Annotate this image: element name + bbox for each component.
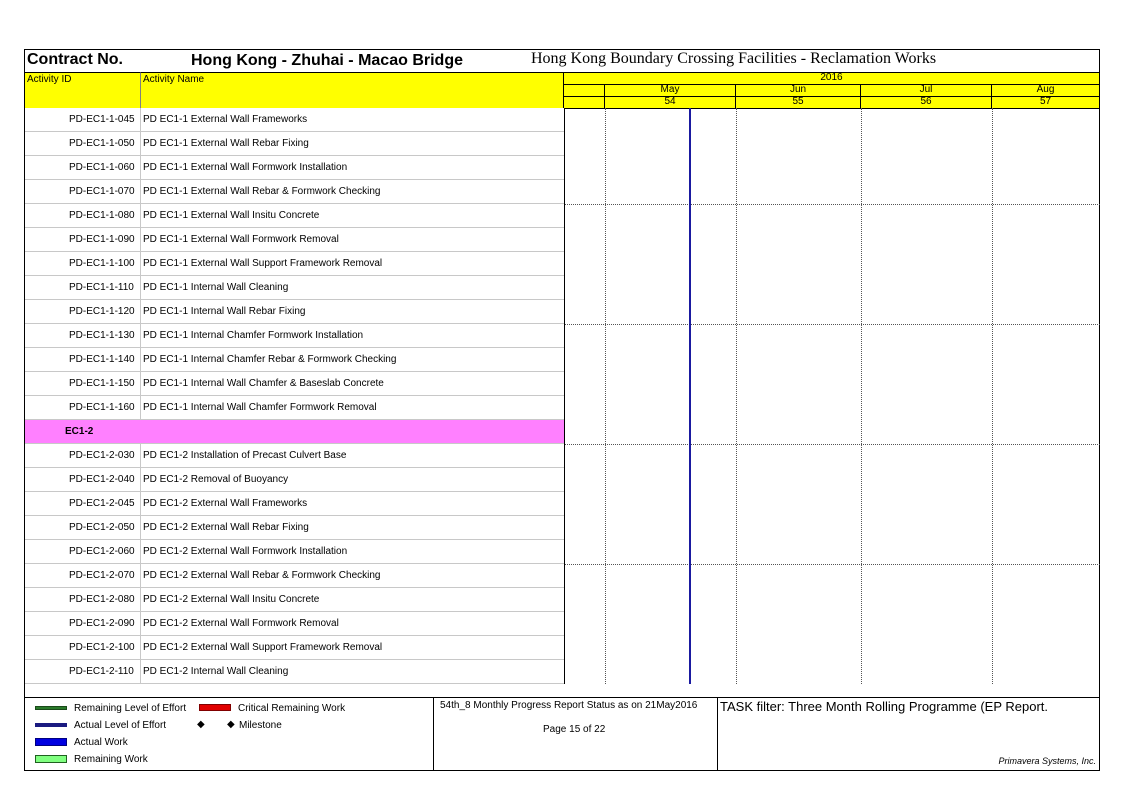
column-separator <box>140 228 141 252</box>
activity-id: PD-EC1-1-080 <box>69 210 135 221</box>
activity-name: PD EC1-1 Internal Wall Rebar Fixing <box>143 306 306 317</box>
activity-name: PD EC1-1 External Wall Support Framework Removal <box>143 258 383 269</box>
timescale-month-aug: Aug <box>991 85 1099 97</box>
table-row[interactable] <box>25 516 564 540</box>
column-separator <box>140 492 141 516</box>
legend-swatch-remaining-work <box>35 755 67 763</box>
activity-name: PD EC1-1 Internal Wall Chamfer Formwork Removal <box>143 402 377 413</box>
table-row[interactable] <box>25 468 564 492</box>
column-separator <box>140 252 141 276</box>
column-separator <box>140 276 141 300</box>
legend-swatch-actual-work <box>35 738 67 746</box>
column-separator <box>140 180 141 204</box>
table-row[interactable] <box>25 180 564 204</box>
column-separator <box>140 588 141 612</box>
column-separator <box>140 132 141 156</box>
activity-name: PD EC1-2 Internal Wall Cleaning <box>143 666 289 677</box>
activity-name: PD EC1-2 External Wall Formwork Installation <box>143 546 348 557</box>
milestone-diamond-icon: ◆ <box>227 719 235 730</box>
column-separator <box>140 444 141 468</box>
table-row[interactable] <box>25 156 564 180</box>
column-separator <box>140 300 141 324</box>
column-separator <box>140 348 141 372</box>
activity-name: PD EC1-2 External Wall Insitu Concrete <box>143 594 320 605</box>
activity-id: PD-EC1-2-045 <box>69 498 135 509</box>
legend-swatch-remaining-loe <box>35 706 67 710</box>
timescale-year: 2016 <box>563 73 1099 85</box>
table-row[interactable] <box>25 324 564 348</box>
activity-id: PD-EC1-1-060 <box>69 162 135 173</box>
column-separator <box>140 108 141 132</box>
gantt-row-gridline <box>565 324 1100 325</box>
activity-id: PD-EC1-2-080 <box>69 594 135 605</box>
activity-id: PD-EC1-1-130 <box>69 330 135 341</box>
vendor-label: Primavera Systems, Inc. <box>998 756 1096 766</box>
timescale-week-55: 55 <box>735 97 860 109</box>
activity-id: PD-EC1-2-100 <box>69 642 135 653</box>
column-separator <box>140 468 141 492</box>
activity-id: PD-EC1-1-150 <box>69 378 135 389</box>
legend-swatch-critical <box>199 704 231 711</box>
column-separator <box>140 516 141 540</box>
table-row[interactable] <box>25 252 564 276</box>
activity-id: PD-EC1-2-110 <box>69 666 134 677</box>
data-date-line <box>689 108 691 684</box>
activity-name: PD EC1-2 Removal of Buoyancy <box>143 474 289 485</box>
column-separator <box>140 396 141 420</box>
column-separator <box>140 660 141 684</box>
milestone-diamond-icon: ◆ <box>197 719 205 730</box>
activity-name: PD EC1-1 External Wall Formwork Removal <box>143 234 339 245</box>
legend-remaining-loe: Remaining Level of Effort <box>74 703 187 714</box>
legend-remaining-work: Remaining Work <box>74 754 148 765</box>
activity-name: PD EC1-1 External Wall Formwork Installation <box>143 162 348 173</box>
gantt-row-gridline <box>565 564 1100 565</box>
table-row[interactable] <box>25 276 564 300</box>
legend-critical-remaining: Critical Remaining Work <box>238 703 346 714</box>
activity-id: PD-EC1-2-050 <box>69 522 135 533</box>
activity-name: PD EC1-1 External Wall Rebar & Formwork Checking <box>143 186 381 197</box>
wbs-group-row[interactable] <box>25 420 564 444</box>
activity-name: PD EC1-2 External Wall Rebar Fixing <box>143 522 309 533</box>
activity-id: PD-EC1-2-040 <box>69 474 135 485</box>
gantt-gridline <box>992 108 993 684</box>
table-row[interactable] <box>25 660 564 684</box>
table-row[interactable] <box>25 612 564 636</box>
timescale-month-blank <box>563 85 604 97</box>
activity-name: PD EC1-2 Installation of Precast Culvert Base <box>143 450 347 461</box>
timescale-week-56: 56 <box>860 97 991 109</box>
activity-id: PD-EC1-1-050 <box>69 138 135 149</box>
activity-id: PD-EC1-2-090 <box>69 618 135 629</box>
legend <box>25 698 434 771</box>
contract-label: Contract No. <box>27 51 123 68</box>
column-header-activity-id[interactable] <box>25 72 141 108</box>
table-row[interactable] <box>25 204 564 228</box>
activity-name: PD EC1-1 External Wall Insitu Concrete <box>143 210 320 221</box>
timescale-header <box>564 72 1099 108</box>
table-row[interactable] <box>25 492 564 516</box>
column-separator <box>140 540 141 564</box>
report-status-box <box>434 698 718 771</box>
column-header-activity-name-label: Activity Name <box>143 74 205 85</box>
table-row[interactable] <box>25 132 564 156</box>
activity-name: PD EC1-1 Internal Chamfer Formwork Installation <box>143 330 364 341</box>
column-separator <box>140 564 141 588</box>
column-separator <box>140 156 141 180</box>
activity-id: PD-EC1-1-140 <box>69 354 135 365</box>
table-row[interactable] <box>25 228 564 252</box>
activity-name: PD EC1-2 External Wall Support Framework Removal <box>143 642 383 653</box>
activity-id: PD-EC1-1-090 <box>69 234 135 245</box>
table-row[interactable] <box>25 588 564 612</box>
table-row[interactable] <box>25 540 564 564</box>
works-title: Hong Kong Boundary Crossing Facilities - Reclamation Works <box>531 50 937 67</box>
filter-box <box>718 698 1099 771</box>
column-separator <box>140 324 141 348</box>
legend-swatch-actual-loe <box>35 723 67 727</box>
legend-milestone: Milestone <box>239 720 282 731</box>
column-header-activity-id-label: Activity ID <box>27 74 72 85</box>
activity-id: PD-EC1-1-100 <box>69 258 135 269</box>
activity-id: PD-EC1-2-070 <box>69 570 135 581</box>
timescale-week-57: 57 <box>991 97 1099 109</box>
activity-name: PD EC1-2 External Wall Frameworks <box>143 498 308 509</box>
project-name: Hong Kong - Zhuhai - Macao Bridge <box>191 52 463 69</box>
activity-id: PD-EC1-2-030 <box>69 450 135 461</box>
activity-id: PD-EC1-1-070 <box>69 186 135 197</box>
table-row[interactable] <box>25 348 564 372</box>
task-filter: TASK filter: Three Month Rolling Programme (EP Report. <box>720 699 1049 714</box>
page-number: Page 15 of 22 <box>543 724 606 735</box>
timescale-week-54: 54 <box>604 97 735 109</box>
timescale-month-jul: Jul <box>860 85 991 97</box>
column-separator <box>140 204 141 228</box>
report-status: 54th_8 Monthly Progress Report Status as on 21May2016 <box>440 700 698 711</box>
wbs-group-code: EC1-2 <box>65 426 94 437</box>
table-row[interactable] <box>25 444 564 468</box>
activity-name: PD EC1-1 External Wall Rebar Fixing <box>143 138 309 149</box>
column-separator <box>140 372 141 396</box>
activity-name: PD EC1-1 Internal Chamfer Rebar & Formwork Checking <box>143 354 397 365</box>
column-separator <box>140 636 141 660</box>
report-frame <box>24 49 1100 771</box>
activity-name: PD EC1-2 External Wall Formwork Removal <box>143 618 339 629</box>
gantt-gridline <box>861 108 862 684</box>
timescale-month-jun: Jun <box>735 85 860 97</box>
table-row[interactable] <box>25 300 564 324</box>
activity-name: PD EC1-2 External Wall Rebar & Formwork Checking <box>143 570 381 581</box>
gantt-gridline <box>605 108 606 684</box>
column-header-activity-name[interactable] <box>141 72 564 108</box>
activity-id: PD-EC1-1-120 <box>69 306 135 317</box>
timescale-month-may: May <box>604 85 735 97</box>
activity-name: PD EC1-1 External Wall Frameworks <box>143 114 308 125</box>
table-row[interactable] <box>25 372 564 396</box>
activity-id: PD-EC1-1-160 <box>69 402 135 413</box>
table-row[interactable] <box>25 564 564 588</box>
activity-id: PD-EC1-2-060 <box>69 546 135 557</box>
activity-id: PD-EC1-1-045 <box>69 114 135 125</box>
gantt-row-gridline <box>565 204 1100 205</box>
column-separator <box>140 612 141 636</box>
table-row[interactable] <box>25 396 564 420</box>
report-footer <box>25 697 1099 771</box>
activity-id: PD-EC1-1-110 <box>69 282 134 293</box>
legend-actual-loe: Actual Level of Effort <box>74 720 167 731</box>
gantt-chart-area <box>564 108 1099 684</box>
gantt-gridline <box>736 108 737 684</box>
legend-actual-work: Actual Work <box>74 737 128 748</box>
activity-name: PD EC1-1 Internal Wall Chamfer & Baseslab Concrete <box>143 378 384 389</box>
title-row <box>25 50 1099 72</box>
activity-name: PD EC1-1 Internal Wall Cleaning <box>143 282 289 293</box>
gantt-row-gridline <box>565 444 1100 445</box>
table-row[interactable] <box>25 636 564 660</box>
table-row[interactable] <box>25 108 564 132</box>
